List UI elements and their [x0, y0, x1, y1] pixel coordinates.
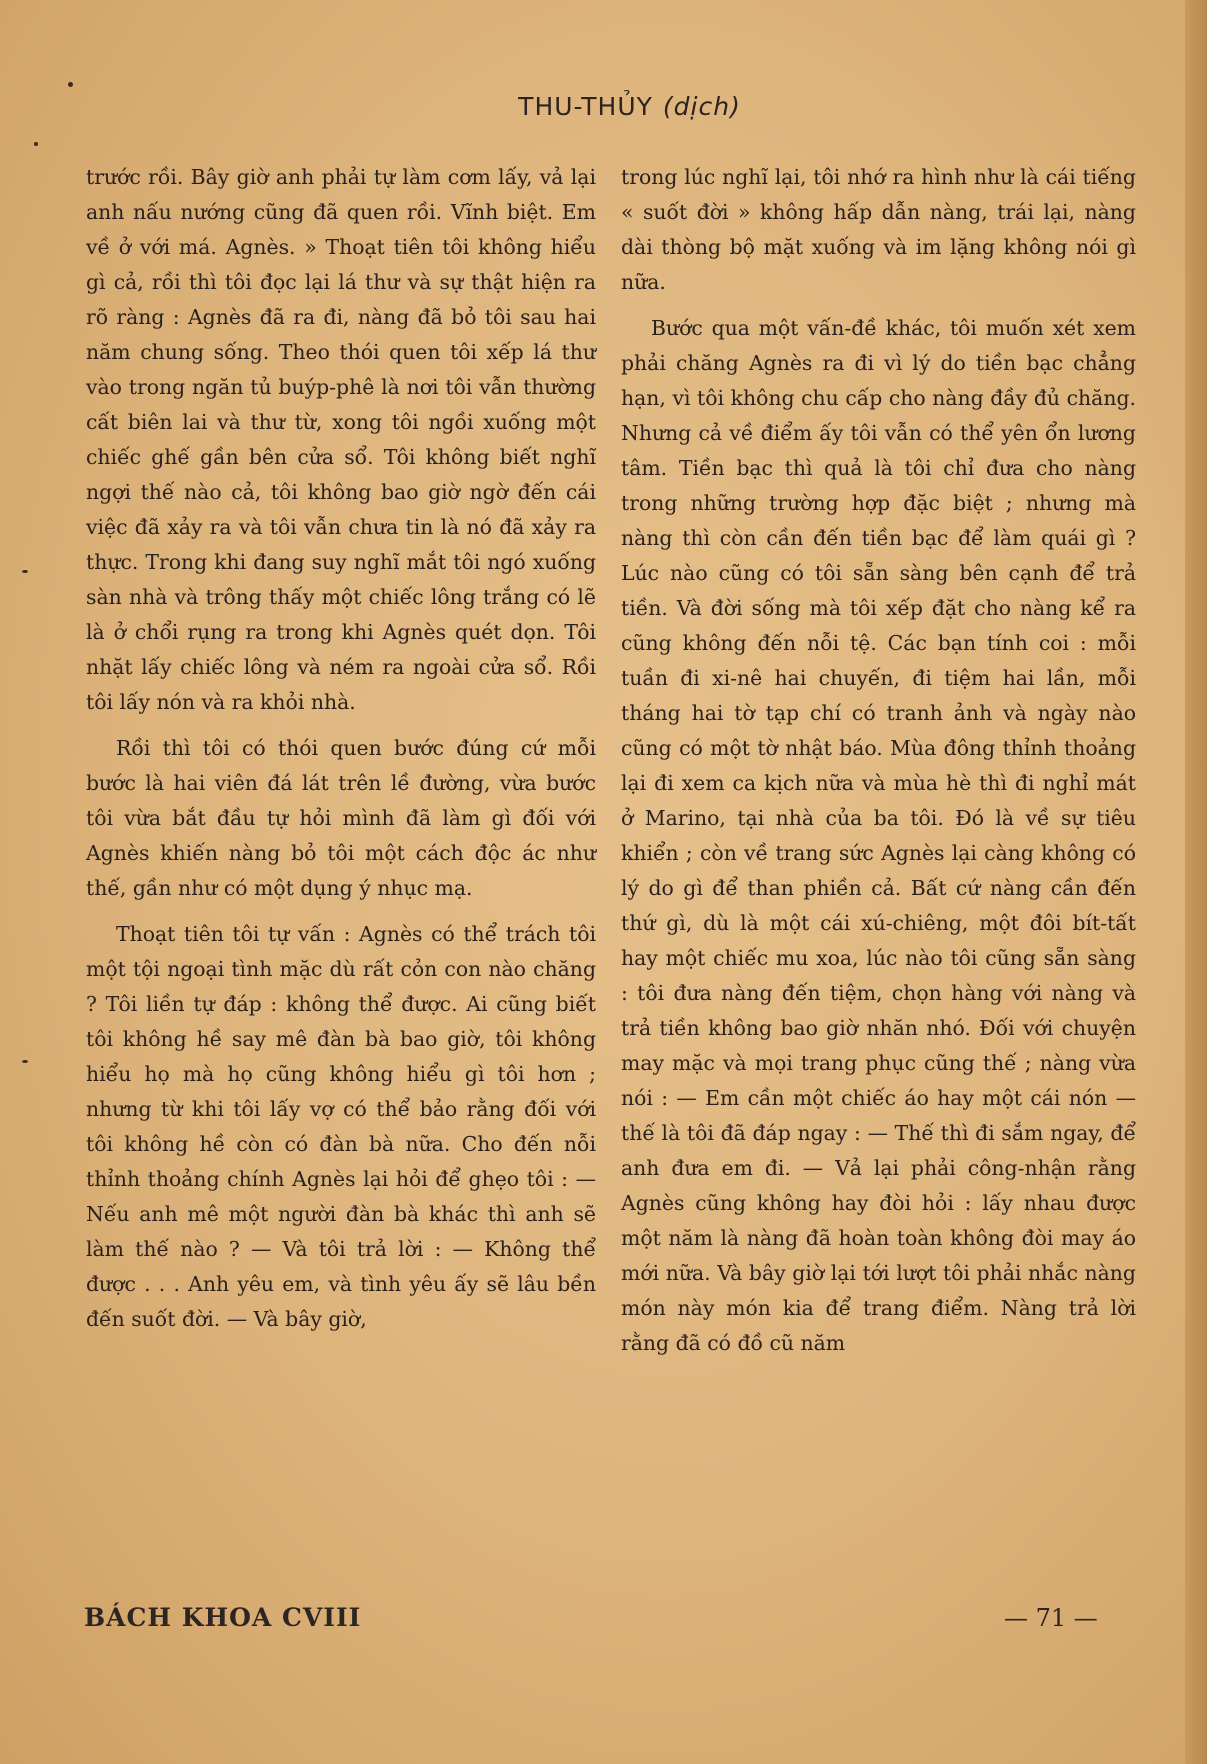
paragraph: trước rồi. Bây giờ anh phải tự làm cơm lấy, vả lại anh nấu nướng cũng đã quen rồi. Vĩnh biệt. Em về ở với má. Agnès. » Thoạt tiên tôi không hiểu gì cả, rồi thì tôi đọc lại lá thư và sự thật hiện ra rõ ràng : Agnès đã ra đi, nàng đã bỏ tôi sau hai năm chung sống. Theo thói quen tôi xếp lá thư vào trong ngăn tủ buýp-phê là nơi tôi vẫn thường cất biên lai và thư từ, xong tôi ngồi xuống một chiếc ghế gần bên cửa sổ. Tôi không biết nghĩ ngợi thế nào cả, tôi không bao giờ ngờ đến cái việc đã xảy ra và tôi vẫn chưa tin là nó đã xảy ra thực. Trong khi đang suy nghĩ mắt tôi ngó xuống sàn nhà và trông thấy một chiếc lông trắng có lẽ là ở chổi rụng ra trong khi Agnès quét dọn. Tôi nhặt lấy chiếc lông và ném ra ngoài cửa sổ. Rồi tôi lấy nón và ra khỏi nhà. — [86, 165, 596, 714]
page-number: — 71 — — [1004, 1604, 1098, 1632]
right-column — [621, 160, 1136, 1361]
specks — [68, 82, 73, 87]
left-column — [86, 160, 596, 1337]
paragraph: trong lúc nghĩ lại, tôi nhớ ra hình như là cái tiếng « suốt đời » không hấp dẫn nàng, trái lại, nàng dài thòng bộ mặt xuống và im lặng không nói gì nữa. — [621, 165, 1136, 294]
specks — [22, 1060, 28, 1063]
paragraph: Rồi thì tôi có thói quen bước đúng cứ mỗi bước là hai viên đá lát trên lề đường, vừa bước tôi vừa bắt đầu tự hỏi mình đã làm gì đối với Agnès khiến nàng bỏ tôi một cách độc ác như thế, gần như có một dụng ý nhục mạ. — [86, 736, 596, 900]
header-note: (dịch) — [662, 92, 741, 121]
paragraph: Bước qua một vấn-đề khác, tôi muốn xét xem phải chăng Agnès ra đi vì lý do tiền bạc chẳng hạn, vì tôi không chu cấp cho nàng đầy đủ chăng. Nhưng cả về điểm ấy tôi vẫn có thể yên ổn lương tâm. Tiền bạc thì quả là tôi chỉ đưa cho nàng trong những trường hợp đặc biệt ; nhưng mà nàng thì còn cần đến tiền bạc để làm quái gì ? Lúc nào cũng có tôi sẵn sàng bên cạnh để trả tiền. Và đời sống mà tôi xếp đặt cho nàng kể ra cũng không đến nỗi tệ. Các bạn tính coi : mỗi tuần đi xi-nê hai chuyến, đi tiệm hai lần, mỗi tháng hai tờ tạp chí có tranh ảnh và ngày nào cũng có một tờ nhật báo. Mùa đông thỉnh thoảng lại đi xem ca kịch nữa và mùa hè thì đi nghỉ mát ở Marino, tại nhà của ba tôi. Đó là về sự tiêu khiển ; còn về trang sức Agnès lại càng không có lý do gì để than phiền cả. Bất cứ nàng cần đến thứ gì, dù là một cái xú-chiêng, một đôi bít-tất hay một chiếc mu xoa, lúc nào tôi cũng sẵn sàng : tôi đưa nàng đến tiệm, chọn hàng với nàng và trả tiền không bao giờ nhăn nhó. Đối với chuyện may mặc và mọi trang phục cũng thế ; nàng vừa nói : — Em cần một chiếc áo hay một cái nón — thế là tôi đã đáp ngay : — Thế thì đi sắm ngay, để anh đưa em đi. — Vả lại phải công-nhận rằng Agnès cũng không hay đòi hỏi : lấy nhau được một năm là nàng đã hoàn toàn không đòi may áo mới nữa. Và bây giờ lại tới lượt tôi phải nhắc nàng món này món kia để trang điểm. Nàng trả lời rằng đã có đồ cũ năm — [621, 316, 1136, 1355]
specks — [22, 570, 28, 573]
header-author: THU-THỦY — [518, 92, 653, 121]
running-header — [0, 92, 1207, 121]
specks — [34, 142, 38, 146]
publication-footer: BÁCH KHOA CVIII — [84, 1603, 362, 1632]
paragraph: Thoạt tiên tôi tự vấn : Agnès có thể trách tôi một tội ngoại tình mặc dù rất cỏn con nào chăng ? Tôi liền tự đáp : không thể được. Ai cũng biết tôi không hề say mê đàn bà bao giờ, tôi không hiểu họ mà họ cũng không hiểu gì tôi hơn ; nhưng từ khi tôi lấy vợ có thể bảo rằng đối với tôi không hề còn có đàn bà nữa. Cho đến nỗi thỉnh thoảng chính Agnès lại hỏi để ghẹo tôi : — Nếu anh mê một người đàn bà khác thì anh sẽ làm thế nào ? — Và tôi trả lời : — Không thể được . . . Anh yêu em, và tình yêu ấy sẽ lâu bền đến suốt đời. — Và bây giờ, — [86, 922, 596, 1331]
page-edge — [1185, 0, 1207, 1764]
